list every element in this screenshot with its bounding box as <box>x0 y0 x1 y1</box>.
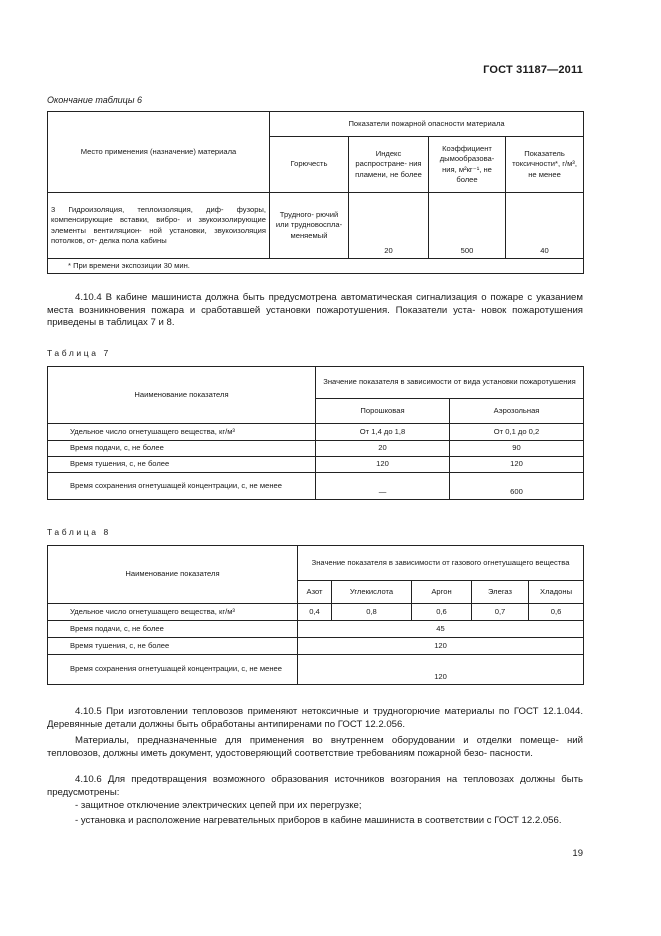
standard-designation: ГОСТ 31187—2011 <box>483 64 583 76</box>
table7-header-powder: Порошковая <box>316 399 450 424</box>
table8-header-co2: Углекислота <box>332 581 412 604</box>
table7 <box>47 366 584 500</box>
table8-row-name: Время подачи, с, не более <box>48 621 298 638</box>
table8-cell-sf6: 0,7 <box>472 604 529 621</box>
table6-header-flame-index: Индекс распростране- ния пламени, не более <box>349 137 429 193</box>
paragraph-4-10-4: 4.10.4 В кабине машиниста должна быть предусмотрена автоматическая сигнализация о пожаре с указанием места возникновения пожара и сработавшей установки пожаротушения. Показатели уста- новок пожаротушения приведены в таблицах 7 и 8. <box>47 292 583 328</box>
table6-header-flammability: Горючесть <box>270 137 349 193</box>
table6-caption: Окончание таблицы 6 <box>47 95 142 105</box>
table8-cell-freons: 0,6 <box>529 604 584 621</box>
table8-row-name: Удельное число огнетушащего вещества, кг/м³ <box>48 604 298 621</box>
table7-row-name: Время подачи, с, не более <box>48 441 316 457</box>
table8-cell-value: 45 <box>298 621 584 638</box>
table6-footnote: * При времени экспозиции 30 мин. <box>48 259 584 274</box>
table8-header-freons: Хладоны <box>529 581 584 604</box>
table8-cell-value: 120 <box>298 655 584 685</box>
table6-cell-place: 3 Гидроизоляция, теплоизоляция, диф- фузоры, компенсирующие вставки, вибро- и звукоизолирующие элементы вентиляцион- ной установки, звукоизоляция потолков, от- делка пола кабины <box>48 193 270 259</box>
table6-cell-toxicity: 40 <box>506 193 584 259</box>
table8-header-argon: Аргон <box>412 581 472 604</box>
paragraph-4-10-5: 4.10.5 При изготовлении тепловозов применяют нетоксичные и трудногорючие материалы по ГОСТ 12.1.044. Деревянные детали должны быть обработаны антипиренами по ГОСТ 12.2.056. <box>47 706 583 730</box>
page-number: 19 <box>572 848 583 859</box>
table8-cell-argon: 0,6 <box>412 604 472 621</box>
table7-cell-powder: 120 <box>316 457 450 473</box>
table7-header-group: Значение показателя в зависимости от вида установки пожаротушения <box>316 367 584 399</box>
table6-header-smoke: Коэффициент дымообразова- ния, м²кг⁻¹, не более <box>429 137 506 193</box>
table7-cell-aerosol: 600 <box>450 473 584 500</box>
table7-row-name: Время тушения, с, не более <box>48 457 316 473</box>
table7-cell-powder: 20 <box>316 441 450 457</box>
table6-cell-smoke: 500 <box>429 193 506 259</box>
table7-cell-powder: — <box>316 473 450 500</box>
table7-row-name: Удельное число огнетушащего вещества, кг/м³ <box>48 424 316 441</box>
list-item: - защитное отключение электрических цепей при их перегрузке; <box>75 800 362 811</box>
table8-caption: Таблица 8 <box>47 527 111 537</box>
table7-header-aerosol: Аэрозольная <box>450 399 584 424</box>
table6-cell-flammability: Трудного- рючий или трудновоспла- меняемый <box>270 193 349 259</box>
table6 <box>47 111 584 274</box>
table6-header-place: Место применения (назначение) материала <box>48 112 270 193</box>
table8-row-name: Время тушения, с, не более <box>48 638 298 655</box>
table8 <box>47 545 584 685</box>
table7-cell-aerosol: От 0,1 до 0,2 <box>450 424 584 441</box>
paragraph-materials: Материалы, предназначенные для применения во внутреннем оборудовании и отделки помеще- ний тепловозов, должны иметь документ, удостоверяющий соответствие требованиям пожарной безо- пасности. <box>47 735 583 759</box>
table7-header-name: Наименование показателя <box>48 367 316 424</box>
table6-header-group: Показатели пожарной опасности материала <box>270 112 584 137</box>
table7-cell-aerosol: 90 <box>450 441 584 457</box>
table8-cell-nitrogen: 0,4 <box>298 604 332 621</box>
table8-cell-co2: 0,8 <box>332 604 412 621</box>
paragraph-4-10-6: 4.10.6 Для предотвращения возможного образования источников возгорания на тепловозах должны быть предусмотрены: <box>47 774 583 798</box>
table6-header-toxicity: Показатель токсичности*, г/м³, не менее <box>506 137 584 193</box>
table8-header-sf6: Элегаз <box>472 581 529 604</box>
table8-row-name: Время сохранения огнетушащей концентрации, с, не менее <box>48 655 298 685</box>
table8-header-group: Значение показателя в зависимости от газового огнетушащего вещества <box>298 546 584 581</box>
table7-caption: Таблица 7 <box>47 348 111 358</box>
list-item: - установка и расположение нагревательных приборов в кабине машиниста в соответствии с ГОСТ 12.2.056. <box>75 815 562 826</box>
table8-cell-value: 120 <box>298 638 584 655</box>
table7-row-name: Время сохранения огнетушащей концентрации, с, не менее <box>48 473 316 500</box>
table7-cell-aerosol: 120 <box>450 457 584 473</box>
table6-cell-flame-index: 20 <box>349 193 429 259</box>
table8-header-name: Наименование показателя <box>48 546 298 604</box>
table7-cell-powder: От 1,4 до 1,8 <box>316 424 450 441</box>
table8-header-nitrogen: Азот <box>298 581 332 604</box>
